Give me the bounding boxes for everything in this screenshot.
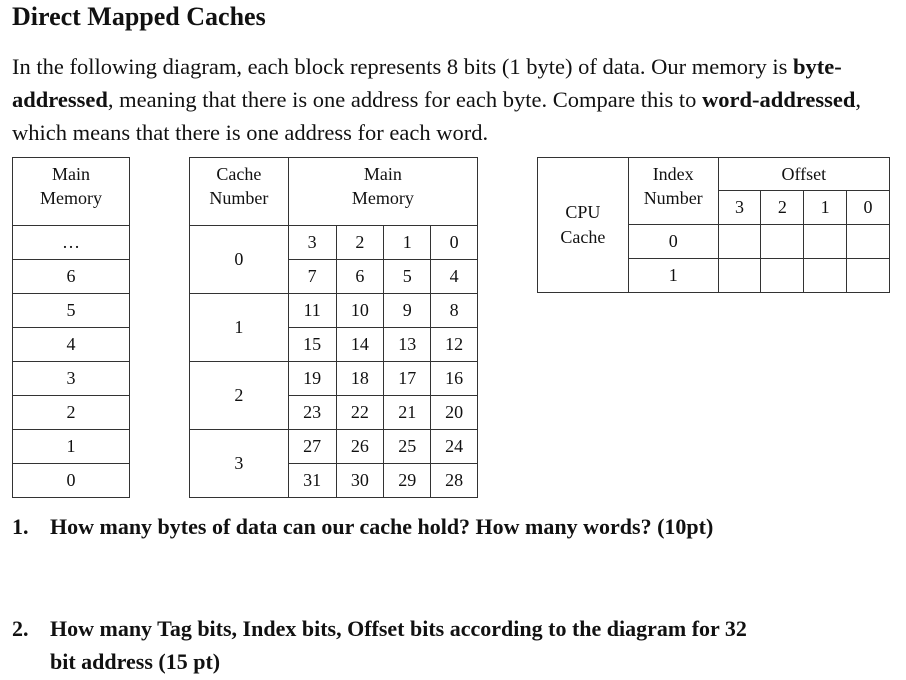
memory-cell: … [13,226,130,260]
byte-cell: 18 [336,362,384,396]
byte-cell: 13 [384,328,431,362]
byte-cell: 9 [384,294,431,328]
byte-cell: 0 [431,226,478,260]
byte-cell: 17 [384,362,431,396]
index-number-header: Index Number [628,158,718,225]
byte-cell: 6 [336,260,384,294]
cache-number-cell: 0 [190,226,289,294]
page-title: Direct Mapped Caches [12,2,266,31]
byte-cell: 27 [288,430,336,464]
byte-cell: 25 [384,430,431,464]
cache-number-cell: 2 [190,362,289,430]
byte-cell: 31 [288,464,336,498]
memory-cell: 4 [13,328,130,362]
byte-cell: 19 [288,362,336,396]
byte-cell: 1 [384,226,431,260]
cache-slot [761,225,804,259]
question-text: How many Tag bits, Index bits, Offset bits according to the diagram for 32 [50,616,747,641]
byte-cell: 14 [336,328,384,362]
offset-label: 3 [718,191,761,225]
memory-cell: 1 [13,430,130,464]
byte-cell: 7 [288,260,336,294]
byte-cell: 23 [288,396,336,430]
index-cell: 1 [628,259,718,293]
index-cell: 0 [628,225,718,259]
cache-number-cell: 1 [190,294,289,362]
question-text-continued: bit address (15 pt) [50,649,221,674]
cache-slot [718,259,761,293]
offset-label: 0 [847,191,890,225]
byte-cell: 4 [431,260,478,294]
cache-slot [847,259,890,293]
byte-cell: 30 [336,464,384,498]
byte-cell: 15 [288,328,336,362]
byte-cell: 28 [431,464,478,498]
main-memory-table [12,157,130,498]
cache-slot [804,259,847,293]
memory-cell: 5 [13,294,130,328]
offset-label: 2 [761,191,804,225]
byte-cell: 24 [431,430,478,464]
cache-slot [761,259,804,293]
byte-cell: 12 [431,328,478,362]
byte-cell: 3 [288,226,336,260]
word-addressed-term: word-addressed [702,87,856,112]
cache-slot [804,225,847,259]
byte-cell: 11 [288,294,336,328]
question-text: How many bytes of data can our cache hold? How many words? (10pt) [50,514,714,539]
byte-cell: 22 [336,396,384,430]
memory-cell: 3 [13,362,130,396]
byte-cell: 5 [384,260,431,294]
cache-number-header: Cache Number [190,158,289,226]
cache-number-cell: 3 [190,430,289,498]
question-number: 1. [12,514,29,539]
question-number: 2. [12,616,29,641]
byte-cell: 16 [431,362,478,396]
memory-cell: 6 [13,260,130,294]
intro-paragraph [12,50,897,149]
offset-header: Offset [718,158,889,191]
byte-cell: 2 [336,226,384,260]
intro-text-2: , meaning that there is one address for each byte. Compare this to [107,87,703,112]
memory-cell: 0 [13,464,130,498]
intro-text-3: , which means that there is one address for each word. [12,87,862,145]
memory-cell: 2 [13,396,130,430]
byte-cell: 8 [431,294,478,328]
main-memory-header: Main Memory [288,158,477,226]
byte-cell: 20 [431,396,478,430]
byte-cell: 29 [384,464,431,498]
question-2 [12,612,892,678]
cache-slot [847,225,890,259]
cache-slot [718,225,761,259]
byte-cell: 10 [336,294,384,328]
cpu-cache-label: CPU Cache [538,158,629,293]
main-memory-header: Main Memory [13,158,130,226]
byte-cell: 26 [336,430,384,464]
byte-cell: 21 [384,396,431,430]
cache-mapping-table [189,157,478,498]
intro-text-1: In the following diagram, each block represents 8 bits (1 byte) of data. Our memory is [12,54,794,79]
byte-addressed-term: byte-addressed [12,54,842,112]
question-1 [12,510,713,543]
cpu-cache-table [537,157,890,293]
offset-label: 1 [804,191,847,225]
